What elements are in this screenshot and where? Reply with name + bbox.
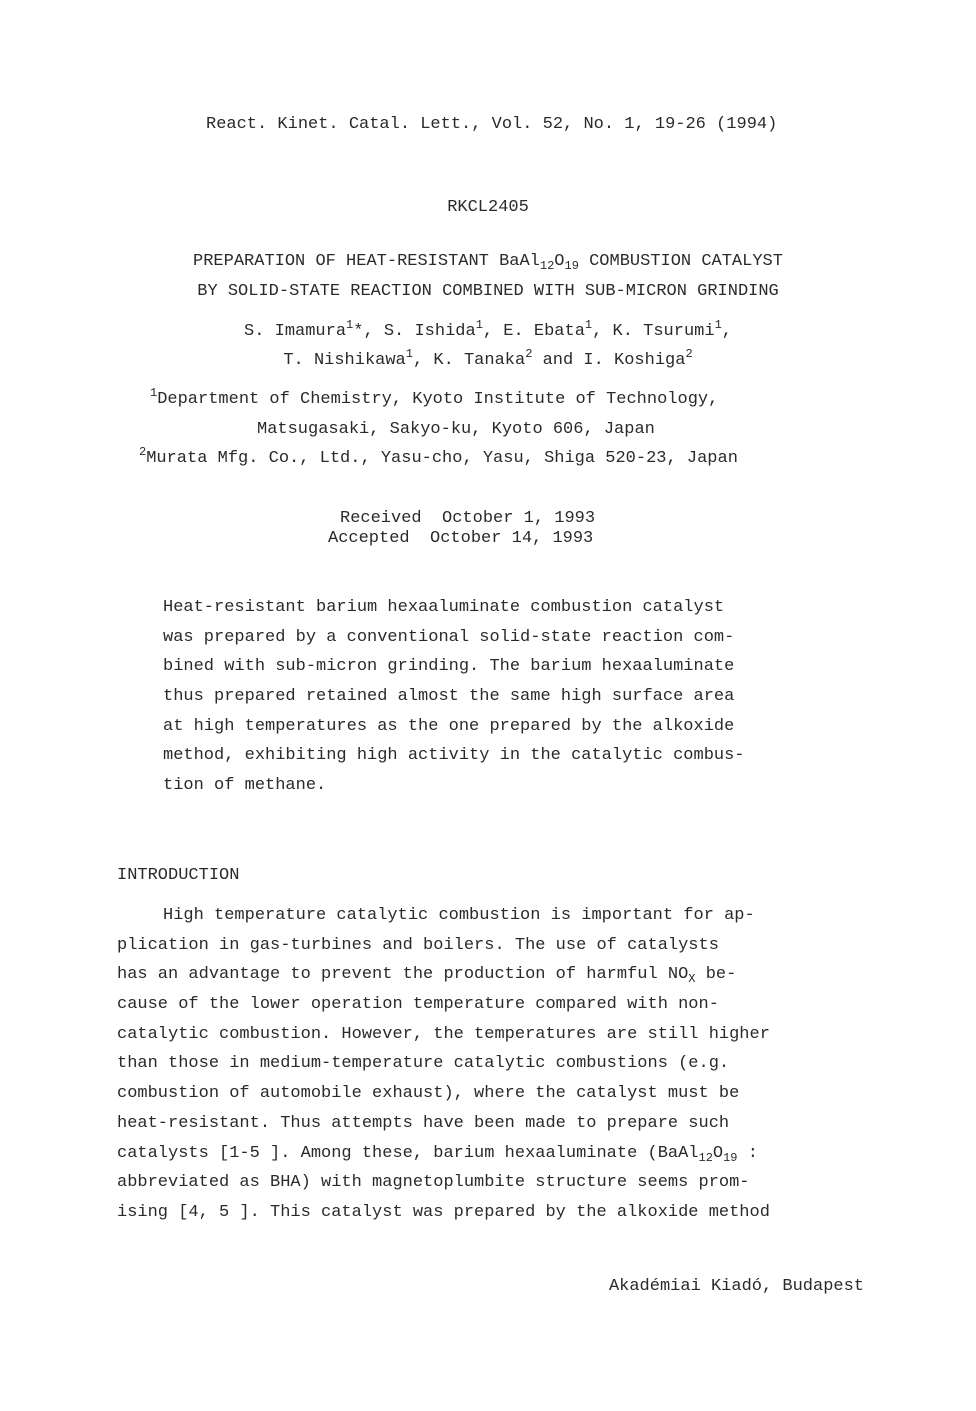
body-line: heat-resistant. Thus attempts have been made to prepare such <box>117 1113 730 1133</box>
body-line: plication in gas-turbines and boilers. The use of catalysts <box>117 935 719 955</box>
introduction-body <box>117 905 770 1232</box>
abstract-line: bined with sub-micron grinding. The barium hexaaluminate <box>163 657 735 677</box>
section-heading-introduction: INTRODUCTION <box>117 866 240 885</box>
abstract-line: thus prepared retained almost the same high surface area <box>163 687 735 707</box>
authors-line-2: T. Nishikawa$^1$, K. Tanaka$^2$ and I. Koshiga$^2$ <box>283 347 693 370</box>
abstract <box>163 597 745 805</box>
authors-line-1: S. Imamura$^1$*, S. Ishida$^1$, E. Ebata$^1$, K. Tsurumi$^1$, <box>244 318 732 341</box>
body-line: abbreviated as BHA) with magnetoplumbite structure seems prom- <box>117 1173 750 1193</box>
abstract-line: was prepared by a conventional solid-state reaction com- <box>163 627 735 647</box>
affiliation-1-line-1: $^1$Department of Chemistry, Kyoto Institute of Technology, <box>150 386 719 409</box>
abstract-line: tion of methane. <box>163 776 327 796</box>
author-name: E. Ebata <box>503 322 585 341</box>
author-name: K. Tanaka <box>433 351 526 370</box>
author-name: S. Imamura <box>244 322 347 341</box>
received-date: Received October 1, 1993 <box>340 509 596 528</box>
abstract-line: at high temperatures as the one prepared by the alkoxide <box>163 716 735 736</box>
body-line: ising [4, 5 ]. This catalyst was prepared by the alkoxide method <box>117 1202 770 1222</box>
body-line: combustion of automobile exhaust), where the catalyst must be <box>117 1084 740 1104</box>
abstract-line: Heat-resistant barium hexaaluminate combustion catalyst <box>163 598 725 617</box>
affiliation-2: $^2$Murata Mfg. Co., Ltd., Yasu-cho, Yasu, Shiga 520-23, Japan <box>139 445 738 468</box>
body-line: catalytic combustion. However, the temperatures are still higher <box>117 1024 770 1044</box>
accepted-date: Accepted October 14, 1993 <box>328 529 594 548</box>
body-line: than those in medium-temperature catalytic combustions (e.g. <box>117 1054 730 1074</box>
author-name: I. Koshiga <box>583 351 686 370</box>
affiliation-1-line-2: Matsugasaki, Sakyo-ku, Kyoto 606, Japan <box>257 420 655 439</box>
body-line: has an advantage to prevent the production of harmful $NO_X$ be- <box>117 965 737 987</box>
title-line-2: BY SOLID-STATE REACTION COMBINED WITH SUB-MICRON GRINDING <box>197 282 779 301</box>
body-line: catalysts [1-5 ]. Among these, barium hexaaluminate ($BaAl_{12}O_{19}$ : <box>117 1143 758 1165</box>
author-name: S. Ishida <box>383 322 476 341</box>
article-id: RKCL2405 <box>447 198 529 217</box>
publisher: Akadémiai Kiadó, Budapest <box>608 1277 864 1296</box>
body-line: cause of the lower operation temperature compared with non- <box>117 995 719 1015</box>
abstract-line: method, exhibiting high activity in the catalytic combus- <box>163 746 745 766</box>
body-line: High temperature catalytic combustion is important for ap- <box>163 906 755 925</box>
author-name: T. Nishikawa <box>283 351 406 370</box>
title-line-1: PREPARATION OF HEAT-RESISTANT $BaAl_{12}O_{19}$ COMBUSTION CATALYST <box>193 252 783 273</box>
author-name: K. Tsurumi <box>612 322 715 341</box>
journal-reference: React. Kinet. Catal. Lett., Vol. 52, No. 1, 19-26 (1994) <box>206 115 778 134</box>
